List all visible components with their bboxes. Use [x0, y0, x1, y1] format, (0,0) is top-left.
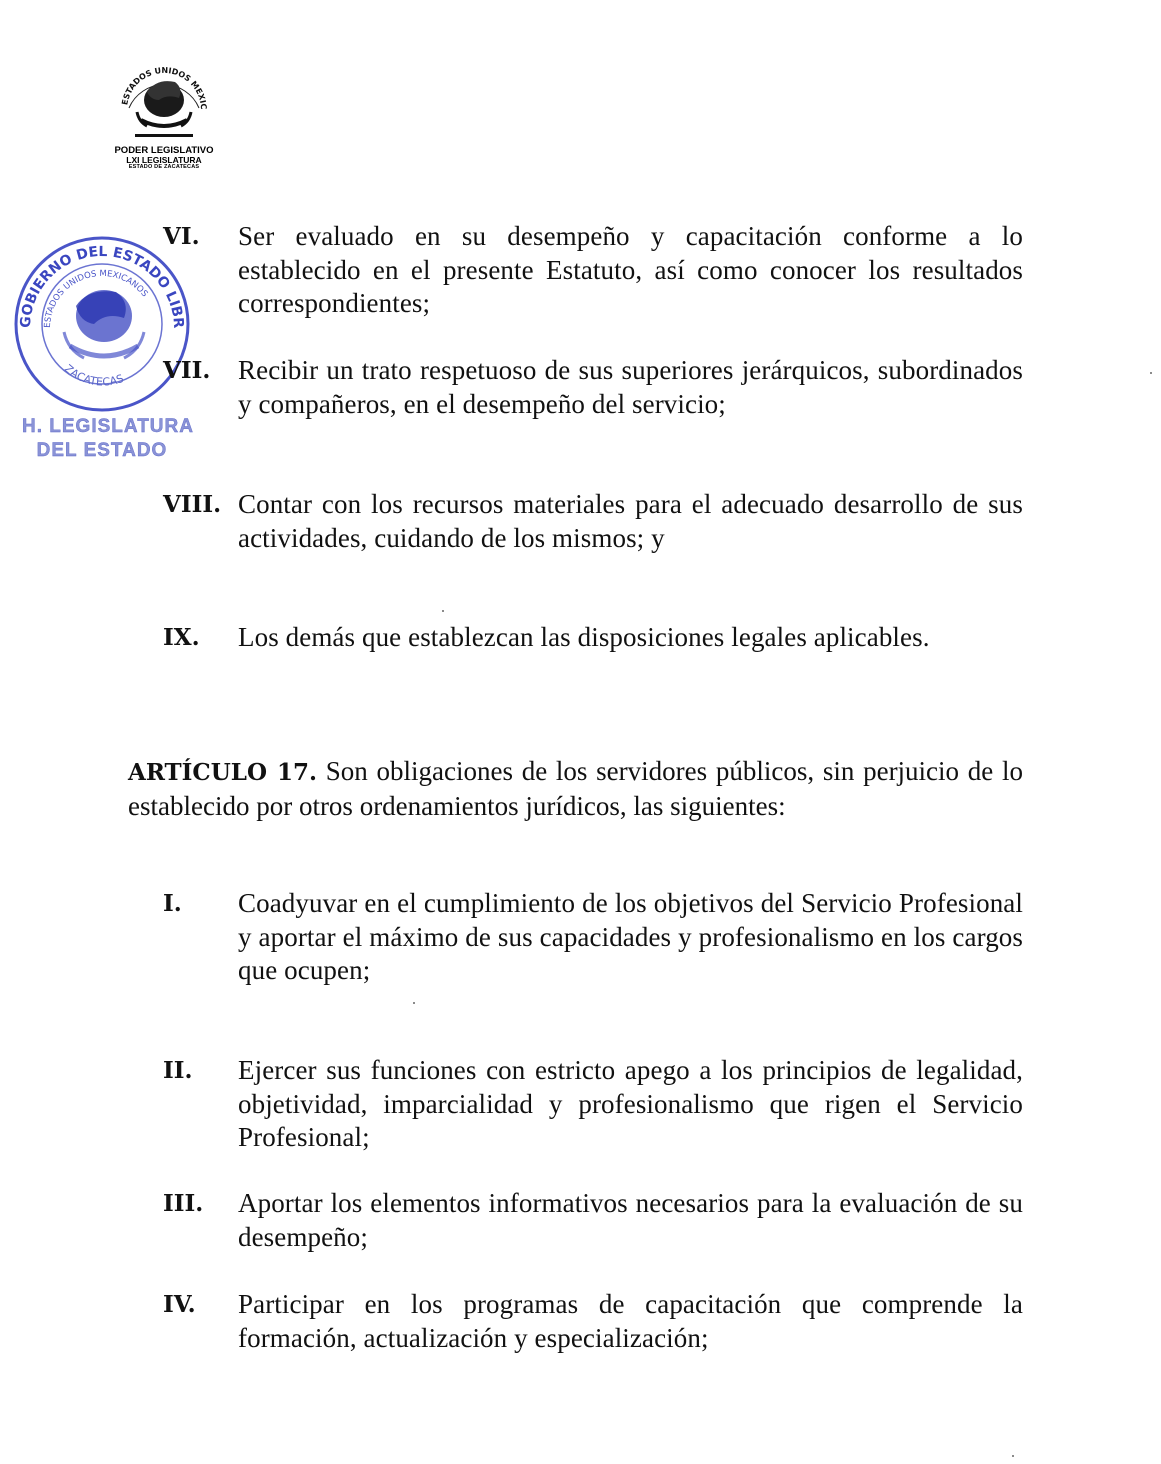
stamp-label-line1: H. LEGISLATURA: [22, 416, 194, 437]
article-body: Son obligaciones de los servidores públicos, sin perjuicio de lo establecido por otros ordenamientos jurídicos, las siguientes:: [128, 756, 1023, 821]
scan-speck: [1012, 1455, 1014, 1457]
item-number: IV.: [163, 1291, 196, 1318]
logo-line1: PODER LEGISLATIVO: [114, 145, 214, 156]
item-number: IX.: [163, 624, 200, 651]
svg-text:GOBIERNO DEL ESTADO LIBRE Y SO: GOBIERNO DEL ESTADO LIBR: [17, 243, 187, 329]
svg-text:ESTADOS UNIDOS MEXICANOS: ESTADOS UNIDOS MEXIC: [120, 65, 209, 110]
scan-speck: [413, 1002, 415, 1004]
item-number: I.: [163, 890, 182, 917]
item-number: VII.: [163, 357, 211, 384]
item-text: Recibir un trato respetuoso de sus superiores jerárquicos, subordinados y compañeros, en el desempeño del servicio;: [238, 355, 1023, 419]
list-item-iv: [163, 1288, 1023, 1355]
item-number: VI.: [163, 223, 200, 250]
item-text: Contar con los recursos materiales para el adecuado desarrollo de sus actividades, cuidando de los mismos; y: [238, 489, 1023, 553]
item-number: III.: [163, 1190, 204, 1217]
item-number: II.: [163, 1057, 193, 1084]
list-item-i: [163, 887, 1023, 988]
scan-speck: [1150, 372, 1152, 374]
list-item-iii: [163, 1187, 1023, 1254]
eagle-seal-icon: [117, 48, 211, 142]
article-17: [128, 755, 1023, 823]
scan-speck: [442, 610, 444, 612]
item-text: Participar en los programas de capacitación que comprende la formación, actualización y especialización;: [238, 1289, 1023, 1353]
list-item-ix: [163, 621, 1023, 655]
item-text: Coadyuvar en el cumplimiento de los objetivos del Servicio Profesional y aportar el máximo de sus capacidades y profesionalismo en los cargos que ocupen;: [238, 888, 1023, 985]
svg-text:ESTADOS UNIDOS MEXICANOS: ESTADOS UNIDOS MEXICANOS: [42, 268, 150, 329]
stamp-label-line2: DEL ESTADO: [36, 440, 168, 461]
list-item-viii: [163, 488, 1023, 555]
list-item-vii: [163, 354, 1023, 421]
logo-line2: LXI LEGISLATURA: [126, 154, 202, 165]
article-title: ARTÍCULO 17.: [128, 759, 318, 786]
legislature-logo: [104, 48, 224, 180]
logo-line3: ESTADO DE ZACATECAS: [128, 163, 200, 170]
list-item-ii: [163, 1054, 1023, 1155]
item-text: Aportar los elementos informativos necesarios para la evaluación de su desempeño;: [238, 1188, 1023, 1252]
svg-text:ZACATECAS: ZACATECAS: [61, 362, 126, 389]
item-text: Ser evaluado en su desempeño y capacitación conforme a lo establecido en el presente Estatuto, así como conocer los resultados correspondientes;: [238, 221, 1023, 318]
item-text: Ejercer sus funciones con estricto apego a los principios de legalidad, objetividad, imparcialidad y profesionalismo que rigen el Servicio Profesional;: [238, 1055, 1023, 1152]
list-item-vi: [163, 220, 1023, 321]
item-number: VIII.: [163, 491, 222, 518]
item-text: Los demás que establezcan las disposiciones legales aplicables.: [238, 622, 930, 652]
